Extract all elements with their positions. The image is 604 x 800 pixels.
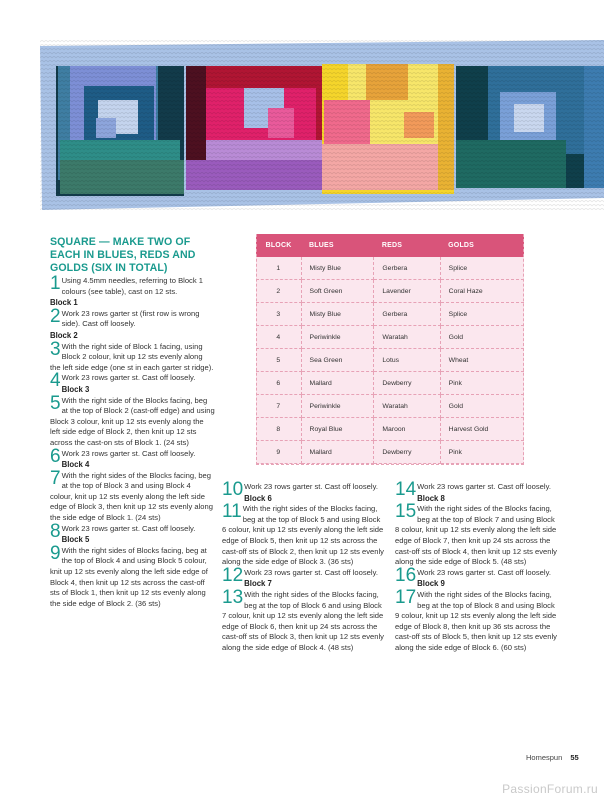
step-17: 17 With the right sides of the Blocks facing, beg at the top of Block 8 and using Block 9 colour, knit up 12 sts evenly along the left side edge of Block 8, then knit up 36 sts across the cast-off sts of Block 5, then knit up 12 sts evenly along the side edge of Block 6. (60 sts)	[395, 586, 557, 652]
table-cell: Dewberry	[374, 441, 440, 464]
colour-table	[256, 234, 524, 464]
block-label-9: Block 9	[417, 579, 445, 589]
table-cell: Misty Blue	[301, 303, 374, 326]
table-row	[256, 257, 524, 280]
table-cell: Misty Blue	[301, 257, 374, 280]
table-cell: Lotus	[374, 349, 440, 372]
table-cell: Gerbera	[374, 303, 440, 326]
table-cell: Sea Green	[301, 349, 374, 372]
table-cell: Mallard	[301, 441, 374, 464]
table-row	[256, 303, 524, 326]
table-cell: Soft Green	[301, 280, 374, 303]
knitted-blanket-illustration	[0, 0, 604, 222]
step-15: 15 With the right sides of the Blocks facing, beg at the top of Block 7 and using Block 8 colour, knit up 12 sts evenly along the left side edge of Block 7, then knit up 24 sts across the cast-off sts of Block 4, then knit up 12 sts evenly along the side edge of Block 5. (48 sts)	[395, 501, 557, 567]
table-cell: Mallard	[301, 372, 374, 395]
table-cell: Lavender	[374, 280, 440, 303]
instructions-column-3	[395, 479, 557, 654]
step-13: 13 With the right sides of the Blocks facing, beg at the top of Block 6 and using Block 7 colour, knit up 12 sts evenly along the left side edge of Block 6, then knit up 24 sts across the cast-off sts of Block 3, then knit up 12 sts evenly along the side edge of Block 4. (48 sts)	[222, 586, 384, 652]
step-10: 10 Work 23 rows garter st. Cast off loosely.	[222, 479, 378, 500]
table-row	[256, 441, 524, 464]
block-label-5: Block 5	[61, 535, 90, 545]
step-9: 9 With the right sides of Blocks facing, beg at the top of Block 4 and using Block 5 colour, knit up 12 sts evenly along the left side edge of Block 4, then knit up 12 sts across the cast-off sts of Block 1, then knit up 12 sts evenly along the side edge of Block 2. (36 sts)	[50, 542, 208, 608]
block-label-2: Block 2	[50, 330, 78, 340]
table-cell: 1	[256, 257, 301, 280]
table-cell: 4	[256, 326, 301, 349]
step-6: 6 Work 23 rows garter st. Cast off loosely.	[50, 445, 196, 467]
step-1: 1 Using 4.5mm needles, referring to Block 1 colours (see table), cast on 12 sts.	[50, 273, 203, 296]
instructions-column-1	[50, 273, 215, 609]
instructions-column-2	[222, 479, 384, 654]
table-cell: 3	[256, 303, 301, 326]
table-row	[256, 418, 524, 441]
table-cell: Splice	[440, 257, 524, 280]
page-number: 55	[570, 753, 579, 762]
table-cell: Waratah	[374, 326, 440, 349]
page-footer	[526, 753, 579, 762]
magazine-name: Homespun	[526, 753, 563, 762]
table-row	[256, 349, 524, 372]
step-2: 2 Work 23 rows garter st (first row is wrong side). Cast off loosely.	[50, 305, 200, 329]
table-cell: 2	[256, 280, 301, 303]
table-cell: Harvest Gold	[440, 418, 524, 441]
step-14: 14 Work 23 rows garter st. Cast off loosely.	[395, 479, 551, 500]
watermark: PassionForum.ru	[502, 782, 598, 796]
table-cell: 8	[256, 418, 301, 441]
block-label-1: Block 1	[50, 298, 78, 308]
table-cell: Gold	[440, 326, 524, 349]
section-heading: SQUARE — MAKE TWO OF EACH IN BLUES, REDS AND GOLDS (SIX IN TOTAL)	[50, 236, 196, 274]
step-7: 7 With the right sides of the Blocks facing, beg at the top of Block 3 and using Block 4 colour, knit up 12 sts evenly along the left side edge of Block 3, then knit up 12 sts evenly along the side edge of Block 1. (24 sts)	[50, 467, 213, 523]
block-label-3: Block 3	[61, 384, 90, 394]
table-cell: 7	[256, 395, 301, 418]
table-cell: Periwinkle	[301, 395, 374, 418]
header-golds: GOLDS	[440, 234, 524, 257]
table-cell: 9	[256, 441, 301, 464]
step-12: 12 Work 23 rows garter st. Cast off loosely.	[222, 564, 378, 586]
table-cell: Royal Blue	[301, 418, 374, 441]
table-cell: Periwinkle	[301, 326, 374, 349]
step-4: 4 Work 23 rows garter st. Cast off loosely.	[50, 370, 196, 392]
table-cell: 6	[256, 372, 301, 395]
table-row	[256, 326, 524, 349]
table-cell: Dewberry	[374, 372, 440, 395]
table-row	[256, 280, 524, 303]
step-11: 11 With the right sides of the Blocks facing, beg at the top of Block 5 and using Block 6 colour, knit up 12 sts evenly along the left side edge of Block 5, then knit up 12 sts across the cast-off sts of Block 2, then knit up 12 sts evenly along the side edge of Block 3. (36 sts)	[222, 501, 384, 567]
table-cell: Pink	[440, 441, 524, 464]
table-cell: Pink	[440, 372, 524, 395]
step-3: 3 With the right side of Block 1 facing, using Block 2 colour, knit up 12 sts evenly along the left side edge (one st in each garter st ridge).	[50, 338, 214, 372]
block-label-7: Block 7	[244, 579, 272, 589]
header-block: BLOCK	[256, 234, 301, 257]
step-5: 5 With the right side of the Blocks facing, beg at the top of Block 2 (cast-off edge) and using Block 3 colour, knit up 12 sts evenly along the left side edge of Block 2, then knit up 12 sts across the cast-on sts of Block 1. (24 sts)	[50, 392, 215, 447]
table-header-row	[256, 234, 524, 257]
blanket-photo	[0, 0, 604, 222]
table-row	[256, 372, 524, 395]
table-cell: Wheat	[440, 349, 524, 372]
block-label-4: Block 4	[61, 460, 90, 470]
table-row	[256, 395, 524, 418]
block-label-8: Block 8	[417, 493, 445, 503]
table-cell: Waratah	[374, 395, 440, 418]
table-cell: 5	[256, 349, 301, 372]
step-16: 16 Work 23 rows garter st. Cast off loosely.	[395, 564, 551, 586]
header-blues: BLUES	[301, 234, 374, 257]
table-cell: Coral Haze	[440, 280, 524, 303]
table-cell: Gerbera	[374, 257, 440, 280]
table-cell: Splice	[440, 303, 524, 326]
step-8: 8 Work 23 rows garter st. Cast off loosely.	[50, 520, 196, 542]
table-cell: Gold	[440, 395, 524, 418]
header-reds: REDS	[374, 234, 440, 257]
block-label-6: Block 6	[244, 493, 272, 503]
table-cell: Maroon	[374, 418, 440, 441]
